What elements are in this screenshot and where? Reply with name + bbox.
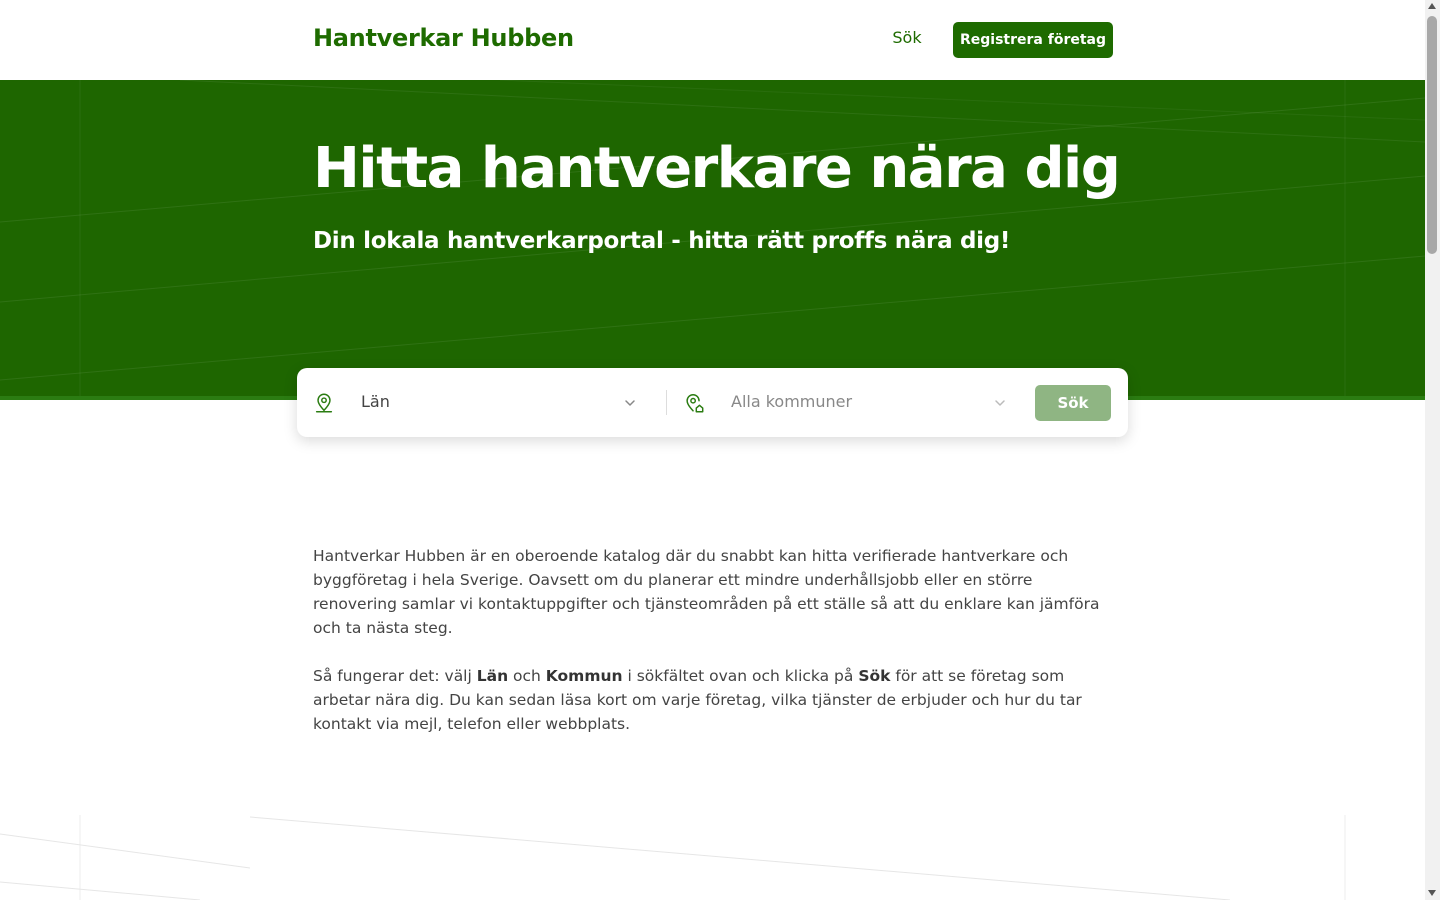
hero-title: Hitta hantverkare nära dig: [313, 136, 1120, 201]
scroll-up-arrow-icon[interactable]: [1428, 3, 1436, 9]
kommun-select[interactable]: [667, 368, 1035, 437]
intro-bold-kommun: Kommun: [545, 667, 623, 685]
intro-bold-lan: Län: [476, 667, 509, 685]
intro-text-segment: och: [508, 667, 546, 685]
search-button[interactable]: Sök: [1035, 385, 1111, 421]
home-pin-icon: [683, 392, 705, 414]
intro-text: [313, 544, 1113, 736]
chevron-down-icon: [993, 396, 1007, 410]
intro-bold-sok: Sök: [858, 667, 891, 685]
lan-select-value: Län: [361, 392, 390, 411]
kommun-select-placeholder: Alla kommuner: [731, 392, 853, 411]
intro-paragraph-2: [313, 664, 1113, 736]
page-scrollbar[interactable]: [1425, 0, 1440, 900]
lan-select[interactable]: [297, 368, 665, 437]
scrollbar-thumb[interactable]: [1427, 16, 1437, 254]
intro-text-segment: för att se företag som arbetar nära dig. Du kan sedan läsa kort om varje företag, vilka tjänster de erbjuder och hur du tar kontakt via mejl, telefon eller webbplats.: [313, 667, 1082, 733]
search-card: [297, 368, 1128, 437]
register-company-button[interactable]: Registrera företag: [953, 22, 1113, 58]
nav-search-link[interactable]: Sök: [892, 28, 922, 47]
intro-text-segment: Så fungerar det: välj: [313, 667, 477, 685]
site-logo[interactable]: Hantverkar Hubben: [313, 24, 574, 52]
intro-text-segment: i sökfältet ovan och klicka på: [622, 667, 859, 685]
scroll-down-arrow-icon[interactable]: [1428, 890, 1436, 896]
site-header: [0, 0, 1425, 80]
hero-section: [0, 80, 1425, 400]
intro-paragraph-1: Hantverkar Hubben är en oberoende katalog där du snabbt kan hitta verifierade hantverkare och byggföretag i hela Sverige. Oavsett om du planerar ett mindre underhållsjobb eller en större renovering samlar vi kontaktuppgifter och tjänsteområden på ett ställe så att du enklare kan jämföra och ta nästa steg.: [313, 547, 1100, 637]
hero-subtitle: Din lokala hantverkarportal - hitta rätt proffs nära dig!: [313, 228, 1011, 254]
chevron-down-icon: [623, 396, 637, 410]
bottom-decorative-lines: [0, 810, 1425, 900]
map-pin-icon: [313, 392, 335, 414]
